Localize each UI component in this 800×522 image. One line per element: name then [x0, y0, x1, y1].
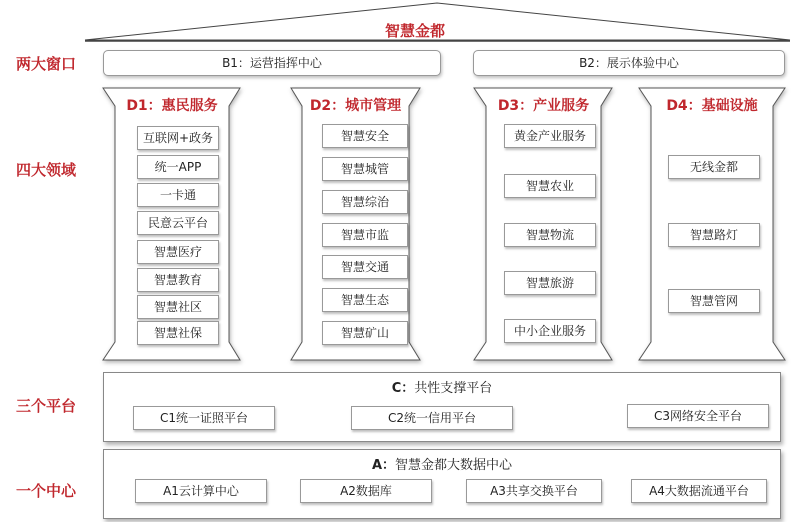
platform-item: C2统一信用平台	[351, 406, 513, 430]
domain-d1-title: D1：惠民服务	[126, 98, 218, 114]
d1-item: 民意云平台	[137, 211, 219, 235]
d3-item: 智慧旅游	[504, 271, 596, 295]
center-title-code: A：	[371, 458, 396, 473]
window-b1: B1：运营指挥中心	[103, 50, 441, 76]
platform-title-code: C：	[391, 381, 415, 396]
d2-item: 智慧生态	[322, 288, 408, 312]
d1-item: 智慧医疗	[137, 240, 219, 264]
d2-item: 智慧安全	[322, 124, 408, 148]
d1-item: 智慧社区	[137, 295, 219, 319]
diagram-title: 智慧金都	[384, 22, 445, 40]
d1-item: 智慧社保	[137, 321, 219, 345]
platform-title	[104, 377, 780, 396]
domain-d3-title: D3：产业服务	[497, 98, 590, 114]
d4-item: 智慧管网	[668, 289, 760, 313]
center-item: A4大数据流通平台	[631, 479, 767, 503]
row-label-center: 一个中心	[15, 482, 76, 500]
d2-item: 智慧交通	[322, 255, 408, 279]
domain-d2-title: D2：城市管理	[309, 98, 402, 114]
d1-item: 统一APP	[137, 155, 219, 179]
center-title	[104, 454, 780, 473]
d3-item: 中小企业服务	[504, 319, 596, 343]
window-b2: B2：展示体验中心	[473, 50, 785, 76]
row-label-platforms: 三个平台	[15, 397, 76, 415]
d3-item: 智慧物流	[504, 223, 596, 247]
platform-title-text: 共性支撑平台	[414, 381, 493, 396]
center-item: A1云计算中心	[135, 479, 267, 503]
center-title-text: 智慧金都大数据中心	[395, 458, 513, 473]
row-label-windows: 两大窗口	[15, 55, 76, 73]
d4-item: 智慧路灯	[668, 223, 760, 247]
platform-item: C1统一证照平台	[133, 406, 275, 430]
d4-item: 无线金都	[668, 155, 760, 179]
domain-d4-title: D4：基础设施	[666, 98, 758, 114]
d2-item: 智慧城管	[322, 157, 408, 181]
d3-item: 黄金产业服务	[504, 124, 596, 148]
d1-item: 互联网+政务	[137, 126, 219, 150]
center-item: A2数据库	[300, 479, 432, 503]
d2-item: 智慧综治	[322, 190, 408, 214]
d2-item: 智慧市监	[322, 223, 408, 247]
row-label-domains: 四大领域	[15, 161, 76, 179]
center-item: A3共享交换平台	[466, 479, 602, 503]
d1-item: 智慧教育	[137, 268, 219, 292]
d1-item: 一卡通	[137, 183, 219, 207]
d2-item: 智慧矿山	[322, 321, 408, 345]
platform-item: C3网络安全平台	[627, 404, 769, 428]
d3-item: 智慧农业	[504, 174, 596, 198]
